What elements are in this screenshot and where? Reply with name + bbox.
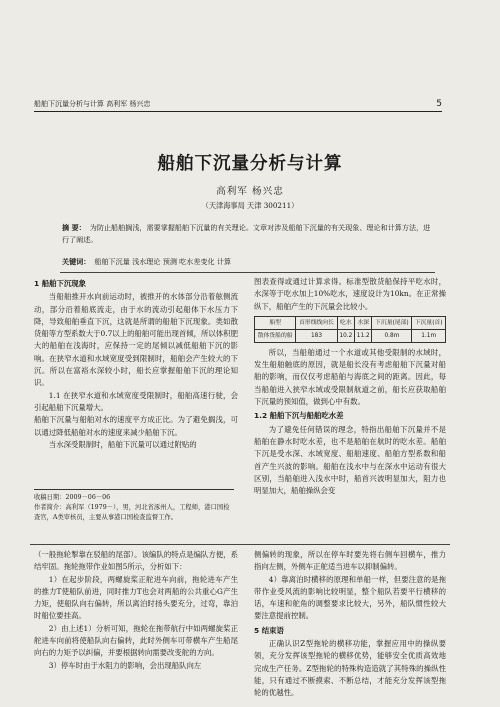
subsection-heading: 1.1 在狭窄水道和水域宽度受限制时，船舶高速行驶，会引起船舶下沉量增大。: [34, 390, 238, 412]
running-title: 船舶下沉量分析与计算 高利军 杨兴忠: [34, 100, 151, 108]
table-cell: 散体货船的船: [255, 329, 296, 342]
table-row: [255, 329, 446, 342]
paragraph: 侧偏转的现象，所以在停车时要先将右侧车回横车，推力指向左侧，外侧车正舵适当进车以抑制偏转。: [254, 550, 446, 572]
running-header: [34, 99, 442, 112]
keywords: [62, 257, 434, 267]
table-cell: 183: [296, 329, 337, 342]
left-column-top: [34, 276, 238, 451]
table-header-cell: 水深: [355, 316, 372, 329]
paragraph: 当船舶推开水向前运动时，被推开的水体部分沿着舷侧流动，部分沿着船底流走，由于水的流动引起船体下水压力下降，导致船舶垂直下沉，这就是所谓的船舶下沉现象。类如散货船等方型系数大于0.7以上的船舶可能出现首倾，所以体积肥大的船舶在浅海时，应保持一定的尾倾以减低船舶下沉的影响。在狭窄水道和水域宽度受到限制时，船舶会产生较大的下沉。所以在富裕水深较小时，船长应掌握船舶下沉的理论知识。: [34, 292, 238, 388]
sinkage-table: [254, 316, 446, 343]
paragraph: 所以，当船舶通过一个水道或其他受限制的水域时，发生船舶触底的原因，就是船长没有考虑船舶下沉量对船舶的影响，而仅仅考虑船舶与海底之间的距离。因此，每当船舶进入狭窄水域或受限制航道之前，船长应获取船舶下沉量的预知值，做到心中有数。: [254, 347, 446, 407]
paragraph: 船舶下沉量与船舶对水的速度平方成正比。为了避免搁浅，可以通过降低船舶对水的速度来减少船舶下沉。: [34, 415, 238, 437]
paragraph: 图表查得或通过计算求得。标准型散货船保持平吃水时，水深等于吃水加上10%吃水，速度设计为10kn。在正常操纵下，船舶产生的下沉量会比较小。: [254, 277, 446, 311]
section-heading: 5 结束语: [254, 625, 284, 635]
section-heading: 1 船舶下沉现象: [34, 279, 87, 288]
table-header-cell: 船型: [255, 316, 296, 329]
paragraph: 3）停车时由于水阻力的影响，会出现船队向左: [48, 660, 202, 670]
table-cell: 1.1m: [412, 329, 446, 342]
footnote: [34, 489, 234, 523]
table-header-cell: 首形线线向长: [296, 316, 337, 329]
table-cell: 10.2: [337, 329, 354, 342]
right-column-bottom: [254, 549, 446, 700]
table-cell: 0.8m: [372, 329, 412, 342]
abstract-text: 为防止船舶搁浅，需要掌握船舶下沉量的有关理论。文章对涉及船舶下沉量的有关现象、理论和计算方法，进行了阐述。: [62, 223, 431, 244]
page-number: 5: [436, 99, 442, 109]
paragraph: 4）靠离泊时横移的原理和单船一样，但要注意的是拖带作业受风流的影响比较明显，整个船队若要平行横移的话，车速和舵角的调整要求比较大，另外，船队惯性较大要注意提前控制。: [254, 574, 446, 621]
keywords-label: 关键词：: [62, 257, 91, 266]
abstract-divider: [60, 272, 435, 273]
paragraph: （一般拖轮掣靠在驳船的尾部）。该编队的特点是编队方便，系结牢固。拖轮拖带作业如图5所示，分析如下：: [34, 550, 238, 572]
right-column-top: [254, 276, 446, 497]
table-cell: 11.2: [355, 329, 372, 342]
section-divider: [30, 544, 450, 545]
paragraph: 正确认识Z型拖轮的横移功能，掌握应用中的操纵要领，充分发挥该型拖轮的横移优势，能够安全优质高效地完成生产任务。Z型拖轮的特殊构造造就了其特殊的操纵性能，只有通过不断摸索、不断总结，才能充分发挥该型拖轮的优越性。: [254, 639, 446, 698]
page-title: 船舶下沉量分析与计算: [157, 154, 343, 174]
subsection-heading: 1.2 船舶下沉与船舶吃水差: [254, 411, 344, 421]
abstract: [62, 222, 434, 245]
table-header-row: [255, 316, 446, 329]
abstract-label: 摘 要：: [62, 223, 86, 232]
paragraph: 为了避免任何错误的理念，特指出船舶下沉量并不是船舶在静水时吃水差，也不是船舶在航时的吃水差。船舶下沉是受水深、水域宽度、船舶速度、船舶方型系数和船首产生兴波的影响。船舶在浅水中与在深水中运动有很大区别，当船舶进入浅水中时，船首兴波明显加大，阻力也明显加大，船舶操纵会变: [254, 424, 446, 496]
table-header-cell: 下沉量(首): [412, 316, 446, 329]
paragraph: 2）由上述1）分析可知，拖轮在拖带航行中如两螺旋桨正舵进车向前将使船队向右偏转，此时外侧车可带横车产生船尾向右的力矩予以纠偏，并要根据转向需要改变舵的方向。: [34, 623, 238, 658]
affiliation: （天津海事局 天津 300211）: [201, 201, 299, 210]
paragraph: 1）在起步阶段，两螺旋桨正舵进车向前，拖轮进车产生的推力T使船队前进，同时推力T也会对两船的公共重心G产生力矩，使船队向右偏转，所以离泊时扬头要充分，过弯，靠泊时船位要挂高。: [34, 574, 238, 621]
author-bio: 作者简介：高利军（1979－），男，河北省涿州人，工程师，港口国检查官，A类审核员，主要从事港口国检查监督工作。: [34, 504, 230, 521]
table-header-cell: 吃水: [337, 316, 354, 329]
authors: 高利军 杨兴忠: [216, 186, 284, 197]
table-header-cell: 下沉量(尾部): [372, 316, 412, 329]
keywords-text: 船舶下沉量 浅水理论 预测 吃水差变化 计算: [94, 257, 232, 266]
paragraph: 当水深受限制时，船舶下沉量可以通过附贴的: [48, 439, 197, 449]
received-date: 收稿日期：2009－06－06: [34, 494, 111, 501]
left-column-bottom: [34, 549, 238, 672]
